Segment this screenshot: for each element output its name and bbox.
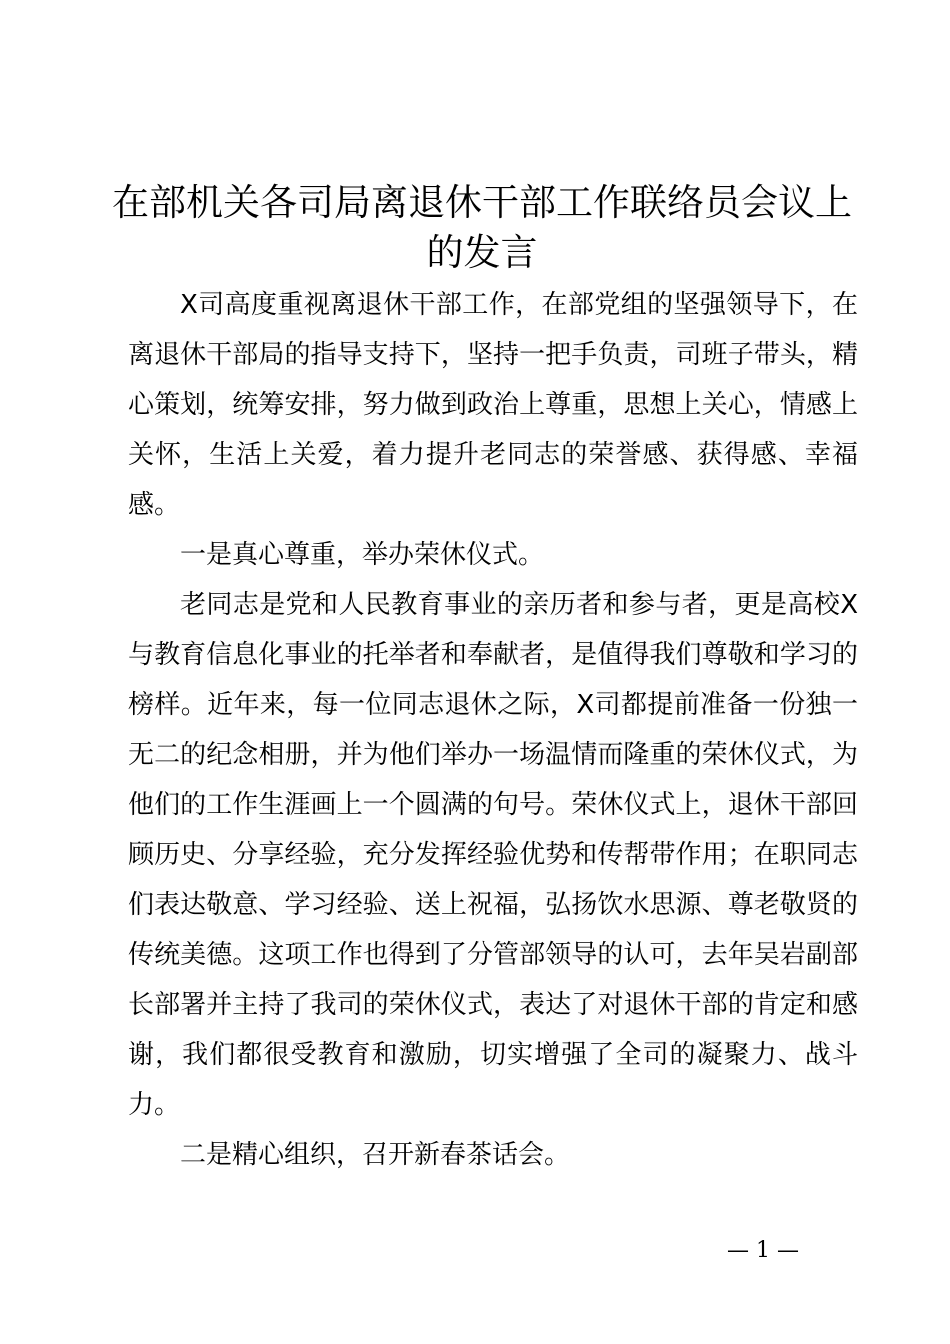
title-line-1: 在部机关各司局离退休干部工作联络员会议上 [112,181,852,224]
paragraph-intro: X司高度重视离退休干部工作，在部党组的坚强领导下，在离退休干部局的指导支持下，坚持一把手负责，司班子带头，精心策划，统筹安排，努力做到政治上尊重，思想上关心，情感上关怀，生活上关爱，着力提升老同志的荣誉感、获得感、幸福感。 [128,290,858,520]
paragraph-retirement-ceremony: 老同志是党和人民教育事业的亲历者和参与者，更是高校X与教育信息化事业的托举者和奉献者，是值得我们尊敬和学习的榜样。近年来，每一位同志退休之际，X司都提前准备一份独一无二的纪念相册，并为他们举办一场温情而隆重的荣休仪式，为他们的工作生涯画上一个圆满的句号。荣休仪式上，退休干部回顾历史、分享经验，充分发挥经验优势和传帮带作用；在职同志们表达敬意、学习经验、送上祝福，弘扬饮水思源、尊老敬贤的传统美德。这项工作也得到了分管部领导的认可，去年吴岩副部长部署并主持了我司的荣休仪式，表达了对退休干部的肯定和感谢，我们都很受教育和激励，切实增强了全司的凝聚力、战斗力。 [128,590,858,1120]
document-body [128,280,858,1180]
document-title [112,178,852,278]
page-number: — 1 — [727,1238,799,1263]
paragraph-heading-2: 二是精心组织，召开新春茶话会。 [180,1140,571,1170]
title-line-2: 的发言 [426,231,538,274]
paragraph-heading-1: 一是真心尊重，举办荣休仪式。 [180,540,545,570]
